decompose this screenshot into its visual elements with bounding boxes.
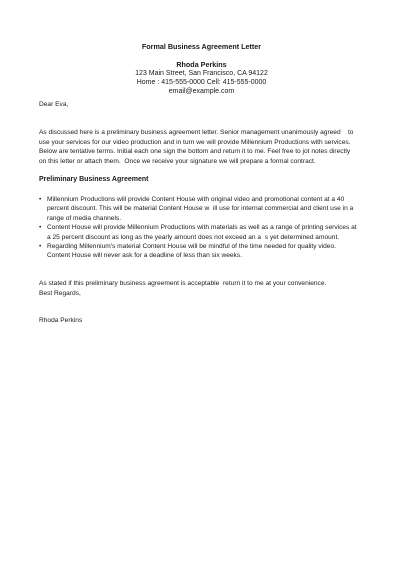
term-line: Content House will provide Millennium Productions with materials as well as a range of printing services at bbox=[47, 224, 357, 232]
closing-line: As stated if this preliminary business agreement is acceptable return it to me at your convenience. bbox=[39, 280, 327, 287]
intro-line: As discussed here is a preliminary business agreement letter. Senior management unanimously agreed to bbox=[39, 129, 354, 136]
list-item bbox=[39, 223, 369, 242]
term-line: a 25 percent discount as long as the yearly amount does not exceed an a s yet determined amount. bbox=[47, 233, 340, 241]
bullet-icon: • bbox=[39, 224, 42, 232]
sender-address: 123 Main Street, San Francisco, CA 94122 bbox=[135, 70, 268, 77]
sender-phones: Home : 415-555-0000 Cell: 415-555-0000 bbox=[136, 79, 267, 86]
term-line: percent discount. This will be material Content House w ill use for internal commercial and client use in a bbox=[47, 205, 354, 213]
sender-name: Rhoda Perkins bbox=[176, 60, 227, 69]
intro-line: Below are tentative terms. Initial each one sign the bottom and return it to me. Feel free to jot notes directly bbox=[39, 148, 351, 155]
salutation: Dear Eva, bbox=[39, 101, 69, 108]
closing-line: Best Regards, bbox=[39, 289, 81, 297]
term-line: Content House will never ask for a deadline of less than six weeks. bbox=[47, 252, 242, 260]
signature-name: Rhoda Perkins bbox=[39, 317, 83, 324]
document-title: Formal Business Agreement Letter bbox=[141, 42, 262, 51]
list-item bbox=[39, 242, 369, 261]
term-line: range of media channels. bbox=[47, 214, 122, 222]
list-item bbox=[39, 195, 369, 223]
term-line: Millennium Productions will provide Content House with original video and promotional content at a 40 bbox=[47, 196, 345, 203]
terms-list bbox=[39, 195, 369, 261]
bullet-icon: • bbox=[39, 243, 42, 251]
intro-paragraph bbox=[39, 128, 369, 166]
closing-paragraph bbox=[39, 279, 369, 298]
bullet-icon: • bbox=[39, 196, 42, 203]
intro-line: on this letter or attach them. Once we receive your signature we will prepare a formal contract. bbox=[39, 157, 316, 165]
section-heading: Preliminary Business Agreement bbox=[39, 176, 149, 183]
letter-header bbox=[0, 42, 403, 96]
term-line: Regarding Millennium's material Content House will be mindful of the time needed for quality video. bbox=[47, 243, 336, 251]
intro-line: use your services for our video production and in turn we will provide Millennium Productions with services. bbox=[39, 138, 351, 146]
sender-email: email@example.com bbox=[168, 88, 235, 95]
